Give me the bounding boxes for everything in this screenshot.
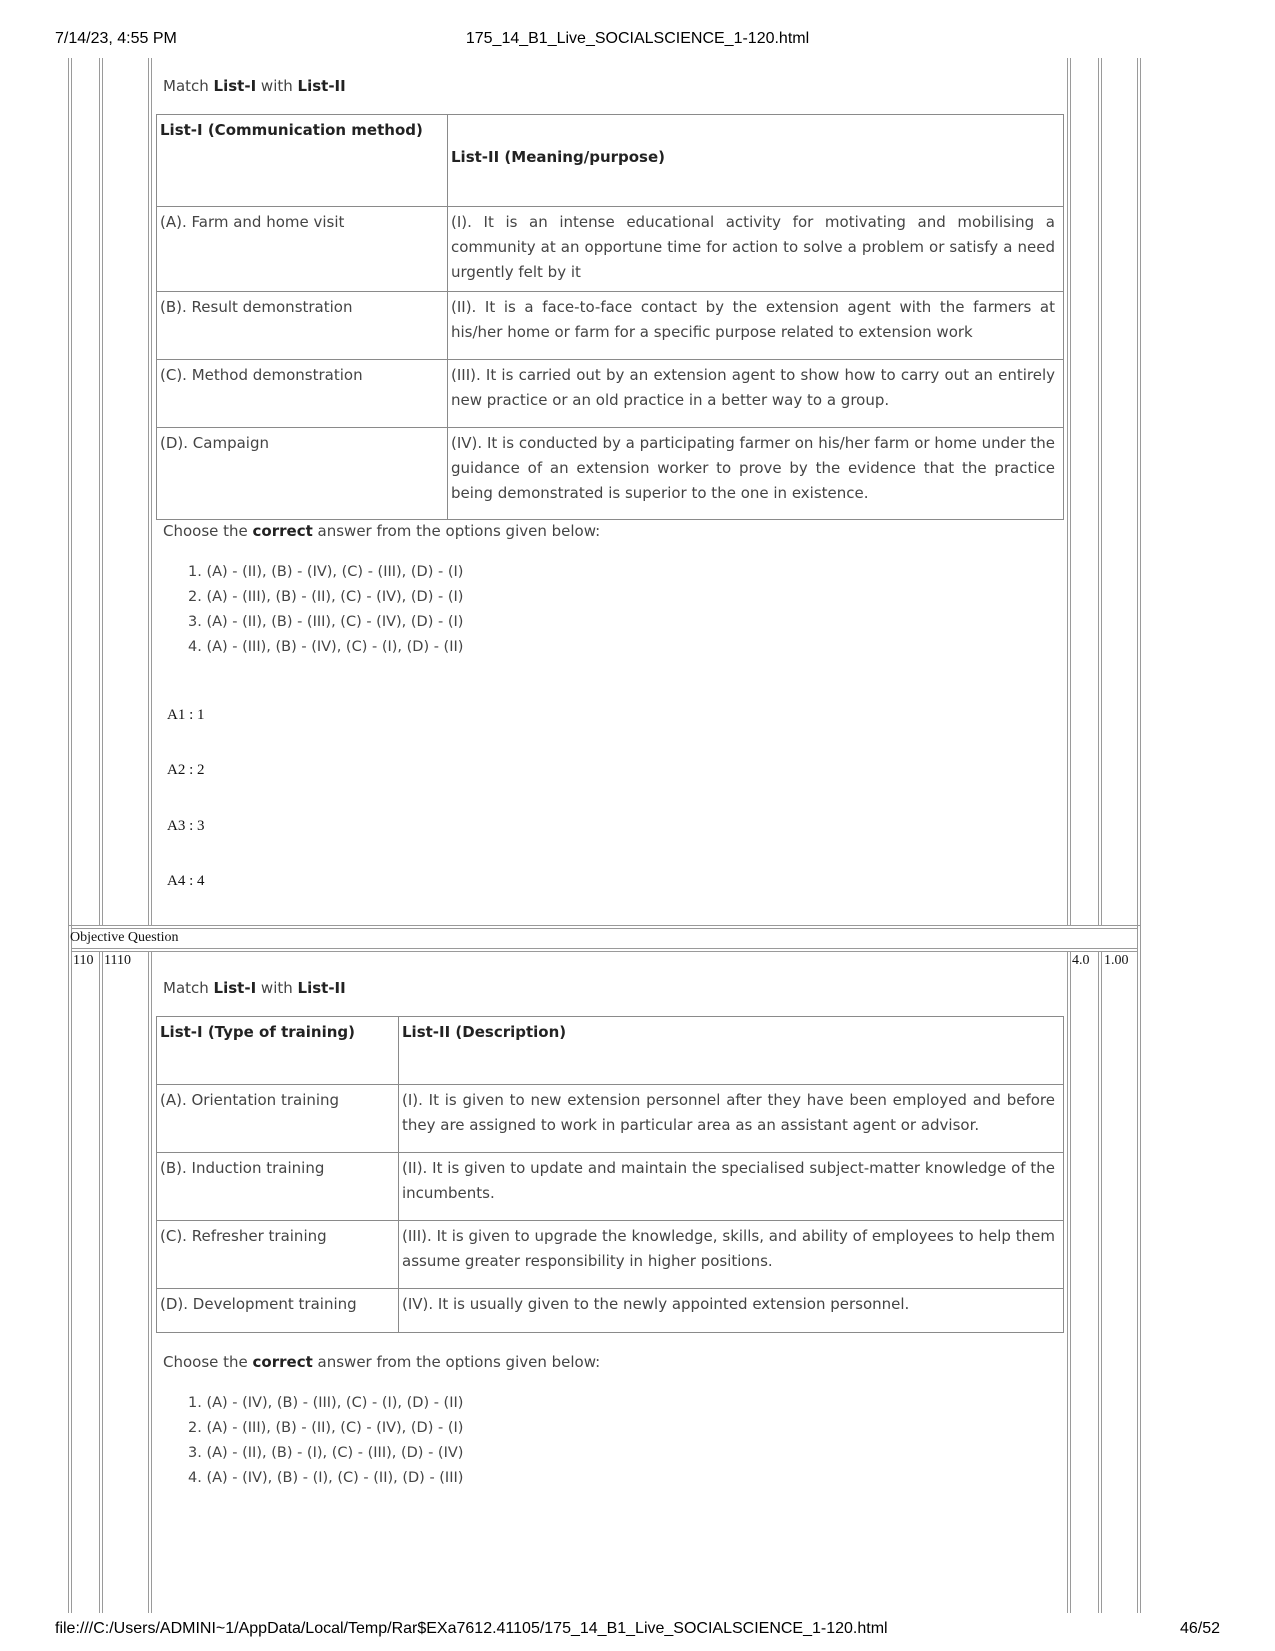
print-datetime: 7/14/23, 4:55 PM xyxy=(55,30,177,47)
table-row xyxy=(157,1289,1064,1333)
q1-row-d-left: (D). Campaign xyxy=(157,428,448,520)
q1-options-list xyxy=(188,560,463,660)
q2-option-3: 3. (A) - (II), (B) - (I), (C) - (III), (D) - (IV) xyxy=(188,1445,464,1461)
q1-option-2: 2. (A) - (III), (B) - (II), (C) - (IV), (D) - (I) xyxy=(188,589,464,605)
question-marks: 4.0 xyxy=(1072,953,1090,968)
q1-row-c-left: (C). Method demonstration xyxy=(157,360,448,428)
q2-row-a-right: (I). It is given to new extension personnel after they have been employed and before they are assigned to work in particular area as an assistant agent or advisor. xyxy=(399,1085,1064,1153)
q1-answer-4: A4 : 4 xyxy=(167,873,205,889)
print-file-path: file:///C:/Users/ADMINI~1/AppData/Local/Temp/Rar$EXa7612.41105/175_14_B1_Live_SOCIALSCIENCE_1-120.html xyxy=(55,1620,888,1637)
q2-match-instruction: Match List-I with List-II xyxy=(163,979,346,997)
q2-row-c-right: (III). It is given to upgrade the knowledge, skills, and ability of employees to help them assume greater responsibility in higher positions. xyxy=(399,1221,1064,1289)
q2-row-a-left: (A). Orientation training xyxy=(157,1085,399,1153)
question-id: 1110 xyxy=(104,953,131,968)
q2-row-b-left: (B). Induction training xyxy=(157,1153,399,1221)
print-title: 175_14_B1_Live_SOCIALSCIENCE_1-120.html xyxy=(465,30,810,47)
q1-row-c-right: (III). It is carried out by an extension agent to show how to carry out an entirely new practice or an old practice in a better way to a group. xyxy=(448,360,1064,428)
q1-col2-header: List-II (Meaning/purpose) xyxy=(448,115,1064,207)
q2-options-list xyxy=(188,1391,463,1491)
q1-row-a-right: (I). It is an intense educational activity for motivating and mobilising a community at an opportune time for action to solve a problem or satisfy a need urgently felt by it xyxy=(448,207,1064,292)
table-row xyxy=(157,1153,1064,1221)
table-row xyxy=(157,1221,1064,1289)
q1-answer-3: A3 : 3 xyxy=(167,818,205,834)
q2-choose-instruction: Choose the correct answer from the options given below: xyxy=(163,1353,601,1371)
q1-row-d-right: (IV). It is conducted by a participating farmer on his/her farm or home under the guidance of an extension worker to prove by the evidence that the practice being demonstrated is superior to the one in existence. xyxy=(448,428,1064,520)
question-negative-marks: 1.00 xyxy=(1104,953,1129,968)
q1-answer-2: A2 : 2 xyxy=(167,762,205,778)
q1-col1-header: List-I (Communication method) xyxy=(157,115,448,207)
q1-match-table xyxy=(156,114,1064,520)
q2-row-b-right: (II). It is given to update and maintain the specialised subject-matter knowledge of the incumbents. xyxy=(399,1153,1064,1221)
q1-row-a-left: (A). Farm and home visit xyxy=(157,207,448,292)
q2-option-2: 2. (A) - (III), (B) - (II), (C) - (IV), (D) - (I) xyxy=(188,1420,464,1436)
print-footer xyxy=(0,1620,1275,1644)
question-serial: 110 xyxy=(73,953,94,968)
q2-option-4: 4. (A) - (IV), (B) - (I), (C) - (II), (D) - (III) xyxy=(188,1470,464,1486)
q1-option-1: 1. (A) - (II), (B) - (IV), (C) - (III), (D) - (I) xyxy=(188,564,464,580)
q2-col1-header: List-I (Type of training) xyxy=(157,1017,399,1085)
table-row xyxy=(157,207,1064,292)
q2-col2-header: List-II (Description) xyxy=(399,1017,1064,1085)
q2-row-d-right: (IV). It is usually given to the newly appointed extension personnel. xyxy=(399,1289,1064,1333)
q1-row-b-right: (II). It is a face-to-face contact by the extension agent with the farmers at his/her home or farm for a specific purpose related to extension work xyxy=(448,292,1064,360)
print-header xyxy=(0,30,1275,54)
q1-choose-instruction: Choose the correct answer from the options given below: xyxy=(163,522,601,540)
table-row xyxy=(157,428,1064,520)
table-row xyxy=(157,360,1064,428)
q2-row-c-left: (C). Refresher training xyxy=(157,1221,399,1289)
q1-answer-1: A1 : 1 xyxy=(167,707,205,723)
print-page-number: 46/52 xyxy=(1179,1620,1220,1637)
question-type-label: Objective Question xyxy=(70,930,179,945)
table-row xyxy=(157,1085,1064,1153)
q2-match-table xyxy=(156,1016,1064,1333)
q1-row-b-left: (B). Result demonstration xyxy=(157,292,448,360)
q2-row-d-left: (D). Development training xyxy=(157,1289,399,1333)
table-row xyxy=(157,292,1064,360)
q2-option-1: 1. (A) - (IV), (B) - (III), (C) - (I), (D) - (II) xyxy=(188,1395,464,1411)
q1-match-instruction: Match List-I with List-II xyxy=(163,77,346,95)
q1-option-3: 3. (A) - (II), (B) - (III), (C) - (IV), (D) - (I) xyxy=(188,614,464,630)
q1-option-4: 4. (A) - (III), (B) - (IV), (C) - (I), (D) - (II) xyxy=(188,639,464,655)
